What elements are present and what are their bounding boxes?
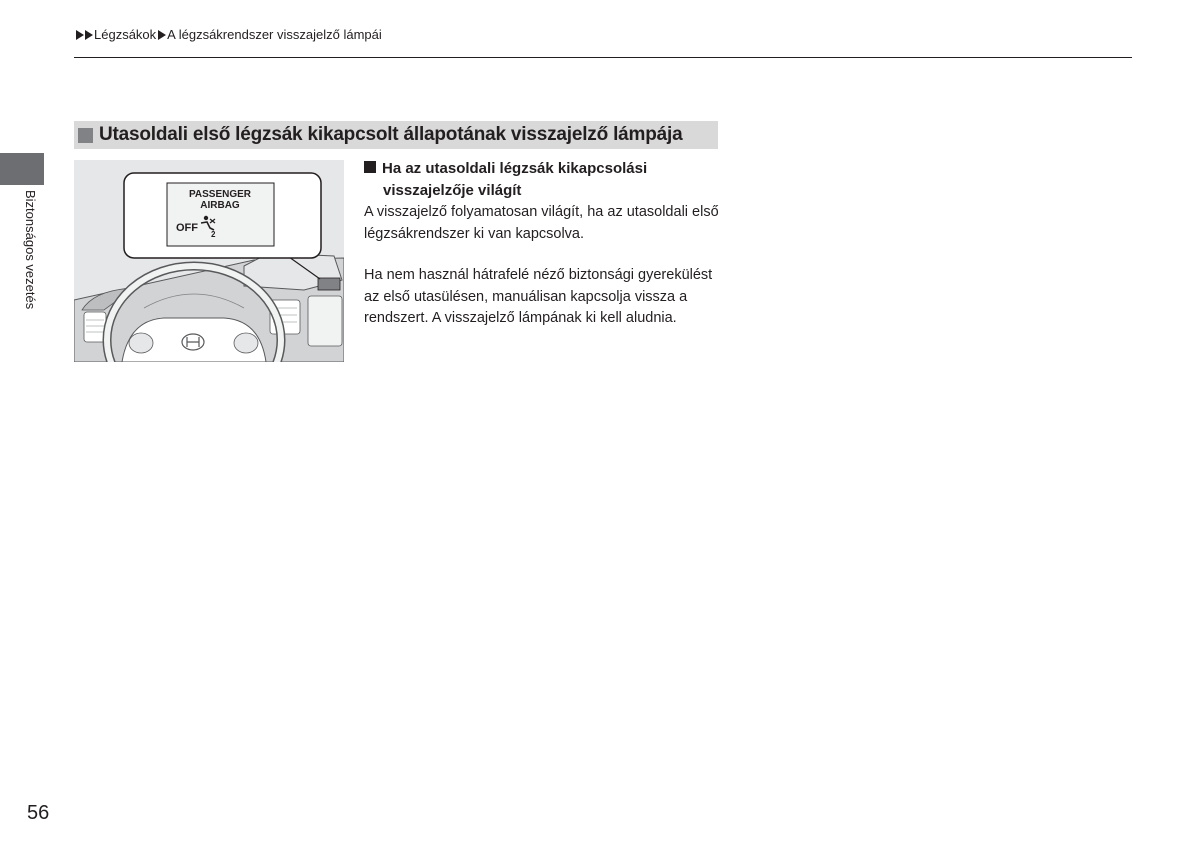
paragraph-indicator-on: A visszajelző folyamatosan világít, ha az utasoldali első légzsákrendszer ki van kapcsolva. xyxy=(364,204,719,242)
indicator-lamp-location xyxy=(318,278,340,290)
page-number: 56 xyxy=(27,802,50,824)
header-rule xyxy=(74,57,1132,58)
subsection-heading xyxy=(364,158,724,202)
indicator-label-off: OFF xyxy=(176,222,198,234)
section-title-band xyxy=(74,121,718,149)
svg-text:2: 2 xyxy=(211,230,216,239)
indicator-label-passenger: PASSENGER xyxy=(188,189,252,200)
chapter-tab-label: Biztonságos vezetés xyxy=(23,190,38,310)
breadcrumb-item-indicators[interactable]: A légzsákrendszer visszajelző lámpái xyxy=(167,27,382,42)
section-square-icon xyxy=(78,128,93,143)
breadcrumb xyxy=(76,26,382,44)
subsection-heading-line1: Ha az utasoldali légzsák kikapcsolási xyxy=(382,160,648,177)
breadcrumb-arrow-icon xyxy=(158,30,166,40)
indicator-label-airbag: AIRBAG xyxy=(200,200,240,211)
breadcrumb-item-airbags[interactable]: Légzsákok xyxy=(94,27,157,42)
dashboard-illustration xyxy=(74,160,344,362)
section-title: Utasoldali első légzsák kikapcsolt állapotának visszajelző lámpája xyxy=(99,124,683,145)
breadcrumb-arrow-icon xyxy=(76,30,84,40)
chapter-tab-marker xyxy=(0,153,44,185)
subsection-square-icon xyxy=(364,161,376,173)
breadcrumb-arrow-icon xyxy=(85,30,93,40)
paragraph-reactivate: Ha nem használ hátrafelé néző biztonsági gyerekülést az első utasülésen, manuálisan kapcsolja vissza a rendszert. A visszajelző lámpának ki kell aludnia. xyxy=(364,267,713,326)
subsection-heading-line2: visszajelzője világít xyxy=(383,182,522,199)
